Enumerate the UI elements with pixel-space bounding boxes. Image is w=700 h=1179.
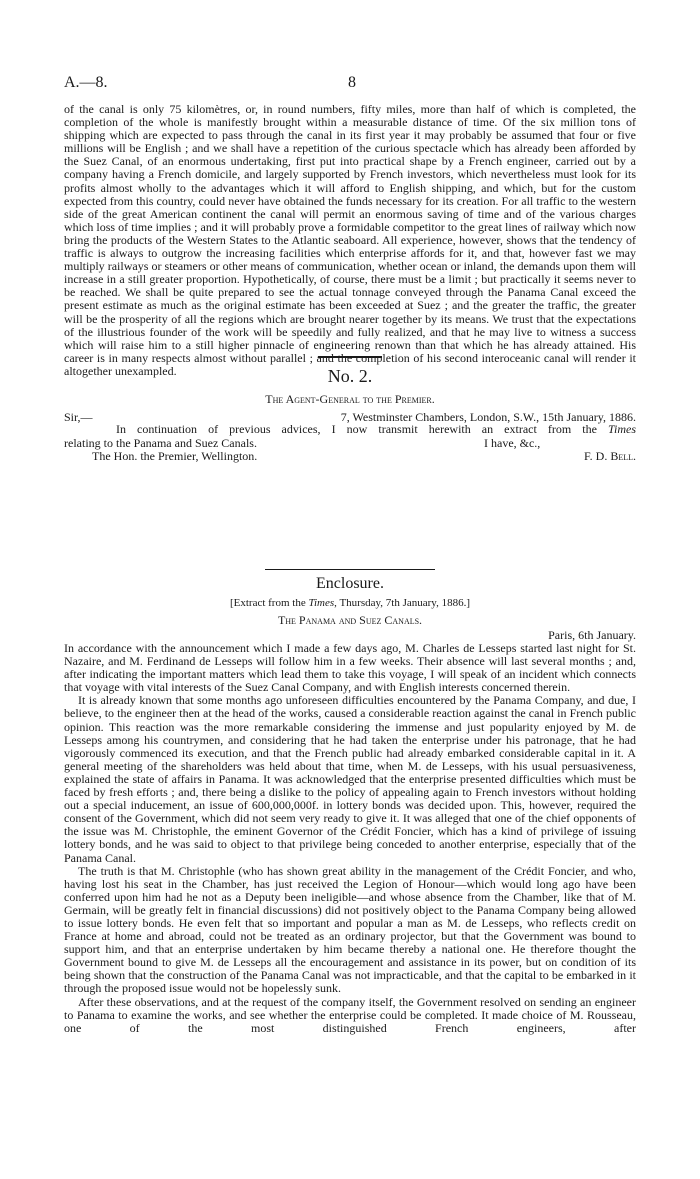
letter-number: No. 2. xyxy=(327,366,373,386)
intro-paragraph xyxy=(64,103,636,378)
article-paragraph: It is already known that some months ago unforeseen difficulties encountered by the Panama Company, and due, I believe, to the engineer then at the head of the works, caused a considerable reaction against the canal in French public opinion. This reaction was the more remarkable considering the immense and just popularity enjoyed by M. de Lesseps among his countrymen, and considering that he had taken the enterprise under his patronage, that he had vigorously commenced its execution, and that the French public had already embarked considerable capital in it. A general meeting of the shareholders was held about that time, when M. de Lesseps, with his usual persuasiveness, explained the state of affairs in Panama. It was acknowledged that the enterprise presented difficulties which must be faced by fresh efforts ; and, there being a dislike to the policy of appealing again to French investors without holding out a special inducement, an issue of 600,000,000f. in lottery bonds was decided upon. This, however, required the consent of the Government, which did not seem very ready to give it. It was alleged that one of the chief opponents of the issue was M. Christophle, the eminent Governor of the Crédit Foncier, which has a kind of privilege of issuing lottery bonds, and he was said to object to that privilege being conceded to another enterprise, especially that of the Panama Canal. xyxy=(64,693,636,865)
letter-closing: I have, &c., xyxy=(484,436,541,450)
page-header xyxy=(64,74,636,94)
document-reference: A.—8. xyxy=(64,74,108,91)
letter-salutation: Sir,— xyxy=(64,410,93,424)
letter-body-line2: relating to the Panama and Suez Canals. xyxy=(64,436,257,450)
article-paragraph: After these observations, and at the request of the company itself, the Government resolved on sending an engineer to Panama to examine the works, and see whether the enterprise could be completed. It made choice of M. Rousseau, one of the most distinguished French engineers, after xyxy=(64,994,636,1035)
article-dateline: Paris, 6th January. xyxy=(548,628,636,642)
letter-recipient: The Hon. the Premier, Wellington. xyxy=(92,449,258,463)
letter-body-times: Times xyxy=(608,422,637,436)
letter-body-line1 xyxy=(116,423,636,436)
section-divider xyxy=(318,356,382,358)
enclosure-divider xyxy=(265,569,435,570)
article-body xyxy=(64,642,636,1035)
enclosure-source: [Extract from the Times, Thursday, 7th January, 1886.] xyxy=(229,597,471,609)
letter-address: 7, Westminster Chambers, London, S.W., 15th January, 1886. xyxy=(340,410,636,424)
article-paragraph: The truth is that M. Christophle (who has shown great ability in the management of the Crédit Foncier, and who, having lost his seat in the Chamber, has just received the Legion of Honour—which would long ago have been conferred upon him had he not as a Deputy been ineligible—and whose absence from the Chamber, like that of M. Germain, will be greatly felt in financial discussions) did not positively object to the Panama Company being allowed to issue lottery bonds. He even felt that so important and popular a man as M. de Lesseps, who reflects credit on France at home and abroad, could not be treated as an ordinary projector, but that the Government was bound to support him, and that an enterprise undertaken by him became thereby a national one. He therefore thought the Government bound to give M. de Lesseps all the encouragement and assistance in its power, but on condition of its being shown that the construction of the Panama Canal was not impracticable, and that the capital to be embarked in it through the proposed issue would not be hopelessly sunk. xyxy=(64,863,636,996)
enclosure-heading: Enclosure. xyxy=(316,575,384,592)
article-paragraph: In accordance with the announcement which I made a few days ago, M. Charles de Lesseps started last night for St. Nazaire, and M. Ferdinand de Lesseps will follow him in a few weeks. Their absence will last several months ; and, after indicating the important matters which lead them to take this voyage, I will speak of an incident which connects that voyage with vital interests of the Suez Canal Company, and with English interests concerned therein. xyxy=(64,641,636,695)
page-number: 8 xyxy=(348,74,356,91)
article-title: The Panama and Suez Canals. xyxy=(277,613,423,627)
enclosure-source-times: Times xyxy=(308,597,335,609)
letter-body-text: In continuation of previous advices, I now transmit herewith an extract from the xyxy=(116,422,597,436)
letter-from-to: The Agent-General to the Premier. xyxy=(265,392,435,406)
letter-signature: F. D. Bell. xyxy=(583,449,636,463)
intro-paragraph-text: of the canal is only 75 kilomètres, or, in round numbers, fifty miles, more than half of which is completed, the completion of the whole is manifestly brought within a measurable distance of time. Of the six million tons of shipping which are expected to pass through the canal in its first year it may probably be assumed that four or five millions will be English ; and we shall have a repetition of the curious spectacle which has already been afforded by the Suez Canal, of an enormous undertaking, first put into practical shape by a French engineer, carried out by a company having a French domicile, and largely supported by French investors, which nevertheless must look for its profits almost wholly to the advantages which it will afford to English shipping, and which, but for the custom expected from this country, could never have obtained the funds necessary for its creation. For all traffic to the western side of the great American continent the canal will permit an enormous saving of time and of the various charges which loss of time implies ; and it will probably prove a formidable competitor to the great lines of railway which now bring the products of the Western States to the Atlantic seaboard. All experience, however, shows that the tendency of traffic is always to outgrow the increasing facilities which enterprise affords for it, and that, however fast we may multiply railways or steamers or other means of communication, whether ocean or inland, the demands upon them will increase in a still greater proportion. Hypothetically, of course, there must be a limit ; but practically it seems never to be reached. We shall be quite prepared to see the actual tonnage conveyed through the Panama Canal exceed the present estimate as much as the original estimate has been exceeded at Suez ; and the greater the traffic, the greater will be the prosperity of all the regions which are brought nearer together by its means. We trust that the expectations of the illustrious founder of the work will be speedily and fully realized, and that he may live to witness a success which will raise him to a still higher pinnacle of engineering renown than that which he has already attained. His career is in many respects almost without parallel ; and the completion of his second interoceanic canal will render it altogether unexampled. xyxy=(64,102,636,378)
